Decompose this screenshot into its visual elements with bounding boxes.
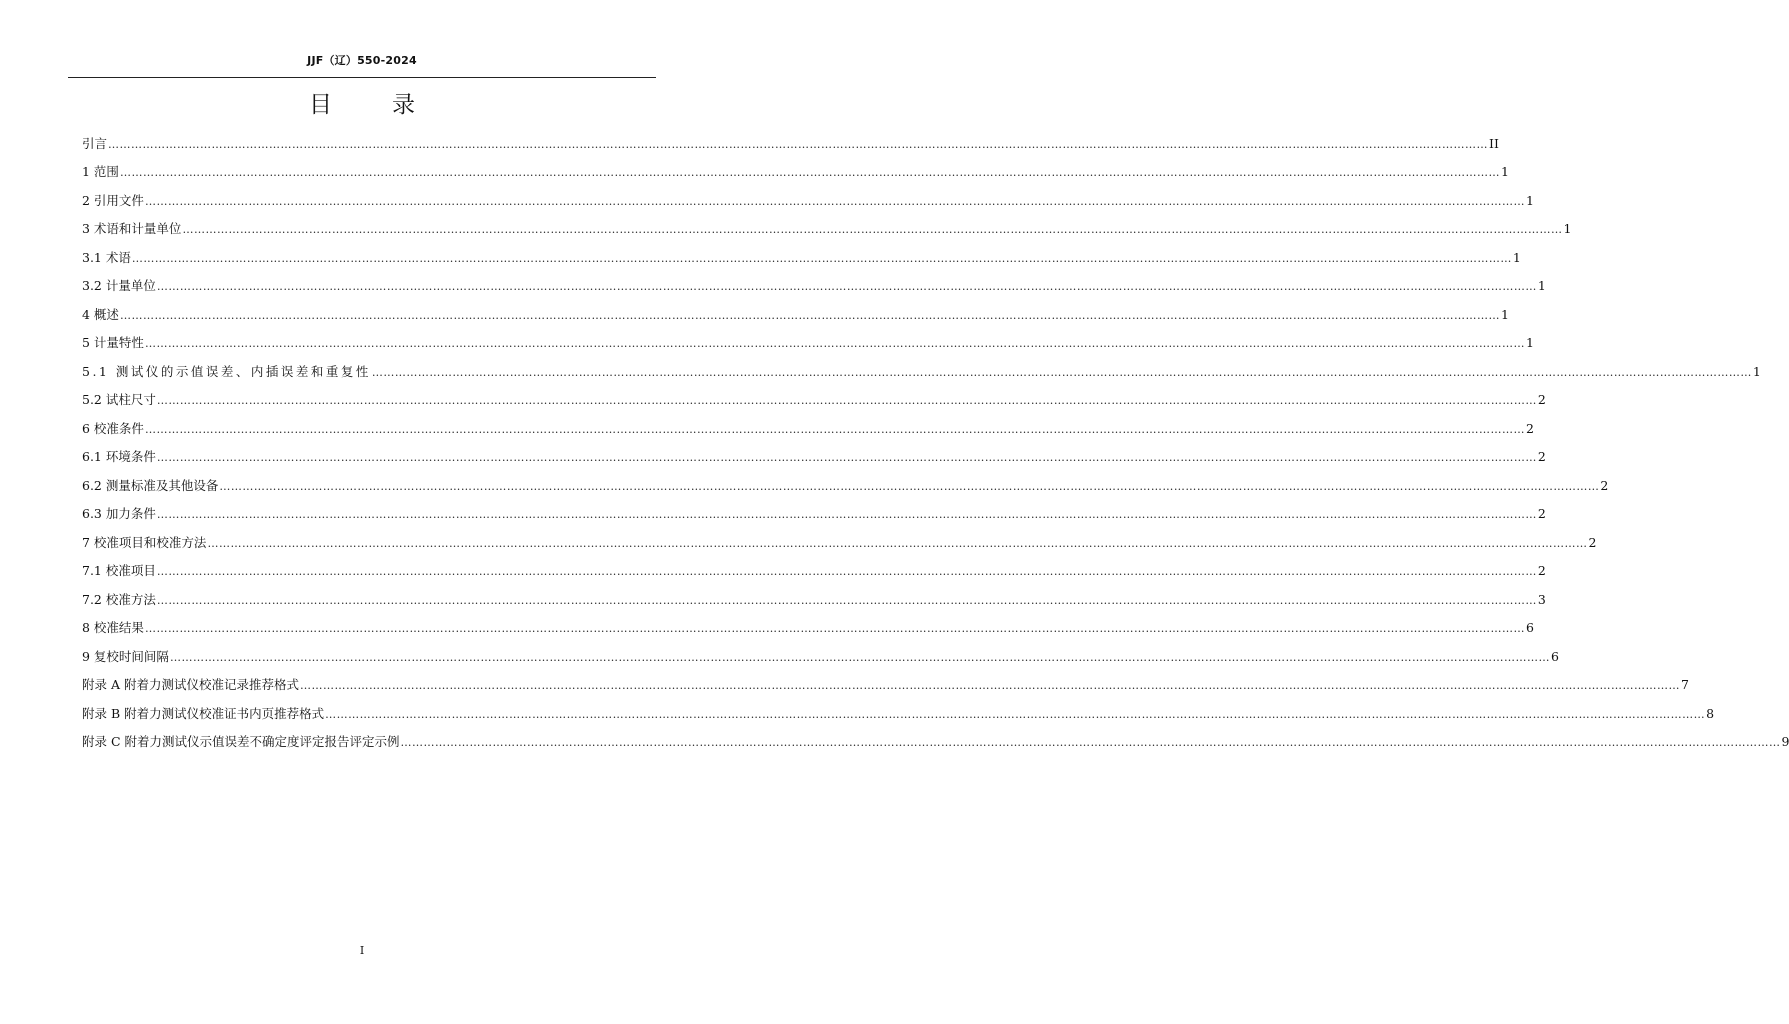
toc-entry[interactable]: [82, 362, 1761, 382]
toc-entry-label: 5.1 测试仪的示值误差、内插误差和重复性: [82, 364, 371, 379]
toc-entry-page: 2: [1537, 449, 1546, 464]
toc-entry-page: 1: [1525, 193, 1534, 208]
toc-entry[interactable]: [82, 248, 1521, 268]
toc-entry-page: 1: [1752, 364, 1761, 379]
toc-dot-leader: ………………………………………………………………………………………………………………………………………………………………………………………………………………………………………………………………………………………………………………………………: [156, 451, 1537, 464]
toc-entry[interactable]: [82, 134, 1499, 154]
toc-entry-label: 附录 A 附着力测试仪校准记录推荐格式: [82, 677, 299, 692]
toc-entry-label: 7 校准项目和校准方法: [82, 535, 207, 550]
toc-entry[interactable]: [82, 590, 1546, 610]
toc-entry[interactable]: [82, 704, 1715, 724]
toc-entry-label: 6.1 环境条件: [82, 449, 156, 464]
toc-entry-label: 2 引用文件: [82, 193, 144, 208]
toc-dot-leader: ………………………………………………………………………………………………………………………………………………………………………………………………………………………………………………………………………………………………………………………………: [325, 708, 1706, 721]
toc-entry[interactable]: [82, 162, 1509, 182]
toc-entry-label: 附录 B 附着力测试仪校准证书内页推荐格式: [82, 706, 325, 721]
toc-entry[interactable]: [82, 447, 1546, 467]
toc-entry-label: 6 校准条件: [82, 421, 144, 436]
toc-entry[interactable]: [82, 419, 1534, 439]
toc-dot-leader: ………………………………………………………………………………………………………………………………………………………………………………………………………………………………………………………………………………………………………………………………: [156, 394, 1537, 407]
toc-entry-label: 6.2 测量标准及其他设备: [82, 478, 219, 493]
toc-entry[interactable]: [82, 476, 1609, 496]
toc-entry-page: 2: [1600, 478, 1609, 493]
toc-entry-page: 1: [1525, 335, 1534, 350]
toc-entry-page: 2: [1588, 535, 1597, 550]
page-title: 目录: [309, 92, 475, 118]
toc-dot-leader: ………………………………………………………………………………………………………………………………………………………………………………………………………………………………………………………………………………………………………………………………: [144, 195, 1525, 208]
toc-entry-label: 7.2 校准方法: [82, 592, 156, 607]
standard-code-header: JJF（辽）550-2024: [307, 54, 417, 67]
toc-dot-leader: ………………………………………………………………………………………………………………………………………………………………………………………………………………………………………………………………………………………………………………………………: [144, 337, 1525, 350]
toc-entry-label: 6.3 加力条件: [82, 506, 156, 521]
header-rule: [68, 77, 656, 78]
toc-entry-label: 3.2 计量单位: [82, 278, 156, 293]
toc-dot-leader: ………………………………………………………………………………………………………………………………………………………………………………………………………………………………………………………………………………………………………………………………: [144, 622, 1525, 635]
toc-dot-leader: ………………………………………………………………………………………………………………………………………………………………………………………………………………………………………………………………………………………………………………………………: [144, 423, 1525, 436]
toc-entry[interactable]: [82, 333, 1534, 353]
toc-dot-leader: ………………………………………………………………………………………………………………………………………………………………………………………………………………………………………………………………………………………………………………………………: [371, 366, 1752, 379]
toc-entry-page: 2: [1537, 563, 1546, 578]
toc-entry-page: 8: [1706, 706, 1715, 721]
toc-entry-label: 5.2 试柱尺寸: [82, 392, 156, 407]
toc-entry-page: 7: [1680, 677, 1689, 692]
toc-entry[interactable]: [82, 504, 1546, 524]
toc-entry-page: 1: [1500, 307, 1509, 322]
toc-entry-page: 6: [1525, 620, 1534, 635]
toc-entry-page: II: [1489, 136, 1499, 151]
toc-entry-label: 9 复校时间间隔: [82, 649, 169, 664]
toc-entry[interactable]: [82, 305, 1509, 325]
toc-entry-label: 8 校准结果: [82, 620, 144, 635]
toc-entry-page: 3: [1537, 592, 1546, 607]
toc-entry-page: 9: [1781, 734, 1789, 749]
toc-entry-label: 7.1 校准项目: [82, 563, 156, 578]
page-number: I: [359, 944, 365, 957]
toc-dot-leader: ………………………………………………………………………………………………………………………………………………………………………………………………………………………………………………………………………………………………………………………………: [182, 223, 1563, 236]
toc-dot-leader: ………………………………………………………………………………………………………………………………………………………………………………………………………………………………………………………………………………………………………………………………: [400, 736, 1781, 749]
toc-entry[interactable]: [82, 219, 1572, 239]
toc-dot-leader: ………………………………………………………………………………………………………………………………………………………………………………………………………………………………………………………………………………………………………………………………: [156, 565, 1537, 578]
toc-entry[interactable]: [82, 647, 1559, 667]
toc-dot-leader: ………………………………………………………………………………………………………………………………………………………………………………………………………………………………………………………………………………………………………………………………: [131, 252, 1512, 265]
toc-dot-leader: ………………………………………………………………………………………………………………………………………………………………………………………………………………………………………………………………………………………………………………………………: [156, 280, 1537, 293]
toc-dot-leader: ………………………………………………………………………………………………………………………………………………………………………………………………………………………………………………………………………………………………………………………………: [119, 166, 1500, 179]
toc-entry[interactable]: [82, 675, 1689, 695]
toc-entry-page: 6: [1550, 649, 1559, 664]
toc-entry[interactable]: [82, 533, 1597, 553]
toc-dot-leader: ………………………………………………………………………………………………………………………………………………………………………………………………………………………………………………………………………………………………………………………………: [108, 138, 1489, 151]
toc-dot-leader: ………………………………………………………………………………………………………………………………………………………………………………………………………………………………………………………………………………………………………………………………: [169, 651, 1550, 664]
toc-entry[interactable]: [82, 276, 1546, 296]
toc-entry-page: 1: [1512, 250, 1521, 265]
toc-entry-page: 1: [1537, 278, 1546, 293]
toc-entry-label: 附录 C 附着力测试仪示值误差不确定度评定报告评定示例: [82, 734, 400, 749]
toc-entry[interactable]: [82, 191, 1534, 211]
toc-dot-leader: ………………………………………………………………………………………………………………………………………………………………………………………………………………………………………………………………………………………………………………………………: [219, 480, 1600, 493]
toc-entry-page: 2: [1537, 392, 1546, 407]
toc-dot-leader: ………………………………………………………………………………………………………………………………………………………………………………………………………………………………………………………………………………………………………………………………: [207, 537, 1588, 550]
toc-dot-leader: ………………………………………………………………………………………………………………………………………………………………………………………………………………………………………………………………………………………………………………………………: [156, 508, 1537, 521]
toc-entry-label: 5 计量特性: [82, 335, 144, 350]
toc-entry[interactable]: [82, 390, 1546, 410]
toc-entry-page: 1: [1563, 221, 1572, 236]
toc-entry-label: 1 范围: [82, 164, 119, 179]
toc-entry-label: 引言: [82, 136, 108, 151]
toc-entry[interactable]: [82, 618, 1534, 638]
toc-dot-leader: ………………………………………………………………………………………………………………………………………………………………………………………………………………………………………………………………………………………………………………………………: [119, 309, 1500, 322]
toc-entry-label: 4 概述: [82, 307, 119, 322]
toc-entry[interactable]: [82, 561, 1546, 581]
toc-entry-page: 1: [1500, 164, 1509, 179]
toc-entry[interactable]: [82, 732, 1789, 752]
toc-dot-leader: ………………………………………………………………………………………………………………………………………………………………………………………………………………………………………………………………………………………………………………………………: [156, 594, 1537, 607]
toc-dot-leader: ………………………………………………………………………………………………………………………………………………………………………………………………………………………………………………………………………………………………………………………………: [299, 679, 1680, 692]
toc-entry-label: 3.1 术语: [82, 250, 131, 265]
toc-entry-page: 2: [1537, 506, 1546, 521]
toc-entry-page: 2: [1525, 421, 1534, 436]
toc-entry-label: 3 术语和计量单位: [82, 221, 182, 236]
